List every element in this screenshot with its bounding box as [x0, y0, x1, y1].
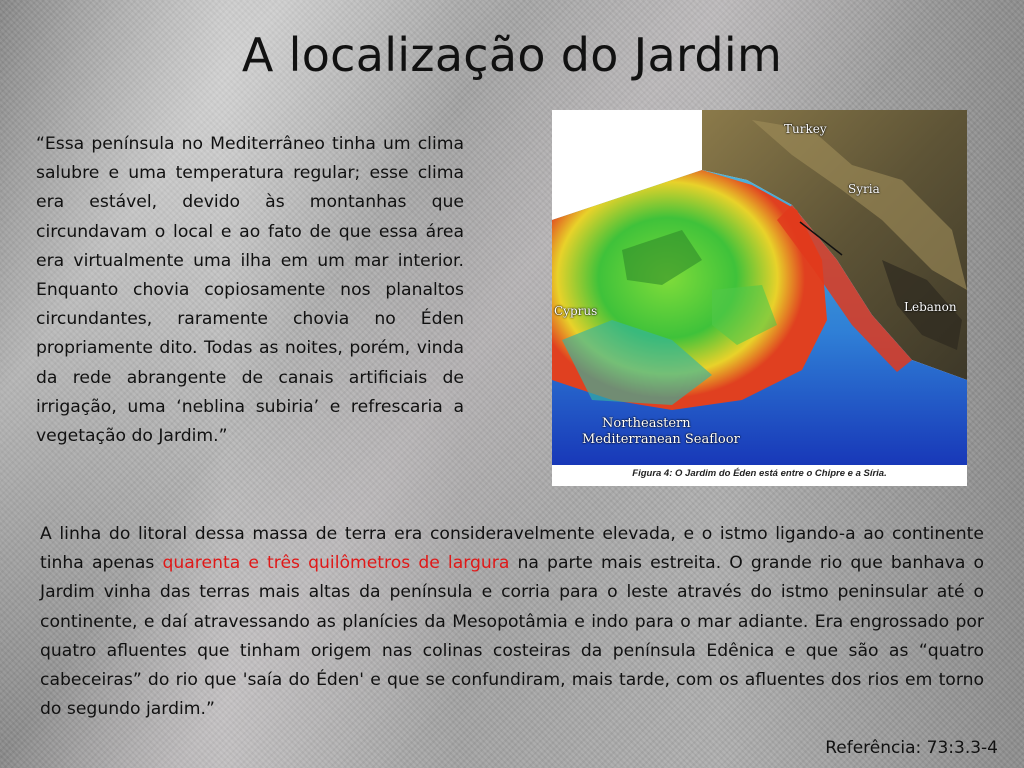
map-label-syria: Syria: [848, 182, 880, 196]
map-label-turkey: Turkey: [784, 122, 827, 136]
map-label-cyprus: Cyprus: [554, 304, 598, 318]
paragraph-text-start: A linha do litoral dessa massa de terra era consideravelmente elevada, e o istmo ligando-a ao continente tinha apenas: [40, 524, 984, 574]
map-label-lebanon: Lebanon: [904, 300, 957, 314]
paragraph-text-end: na parte mais estreita. O grande rio que banhava o Jardim vinha das terras mais altas da península e corria para o leste através do istmo peninsular até o continente, e daí atravessando as planícies da Mesopotâmia e indo para o mar adiante. Era engrossado por quatro afluentes que tinham origem nas colinas costeiras da península Edênica e que são as “quatro cabeceiras” do rio que 'saía do Éden' e que se confundiram, mais tarde, com os afluentes dos rios em torno do segundo jardim.”: [40, 553, 984, 720]
quote-text: “Essa península no Mediterrâneo tinha um clima salubre e uma temperatura regular; esse clima era estável, devido às montanhas que circundavam o local e ao fato de que essa área era virtualmente uma ilha em um mar interior. Enquanto chovia copiosamente nos planaltos circundantes, raramente chovia no Éden propriamente dito. Todas as noites, porém, vinda da rede abrangente de canais artificiais de irrigação, uma ‘neblina subiria’ e refrescaria a vegetação do Jardim.”: [36, 134, 464, 447]
reference-text: Referência: 73:3.3-4: [825, 738, 998, 758]
slide-title: A localização do Jardim: [241, 28, 783, 82]
seafloor-map-image: [552, 110, 967, 465]
paragraph-highlight: quarenta e três quilômetros de largura: [162, 553, 510, 574]
figure-caption: Figura 4: O Jardim do Éden está entre o Chipre e a Síria.: [632, 468, 887, 479]
main-paragraph: [40, 520, 984, 724]
seafloor-map-figure: [552, 110, 967, 486]
map-label-seafloor-line2: Mediterranean Seafloor: [582, 432, 740, 447]
map-label-seafloor-line1: Northeastern: [602, 416, 691, 431]
